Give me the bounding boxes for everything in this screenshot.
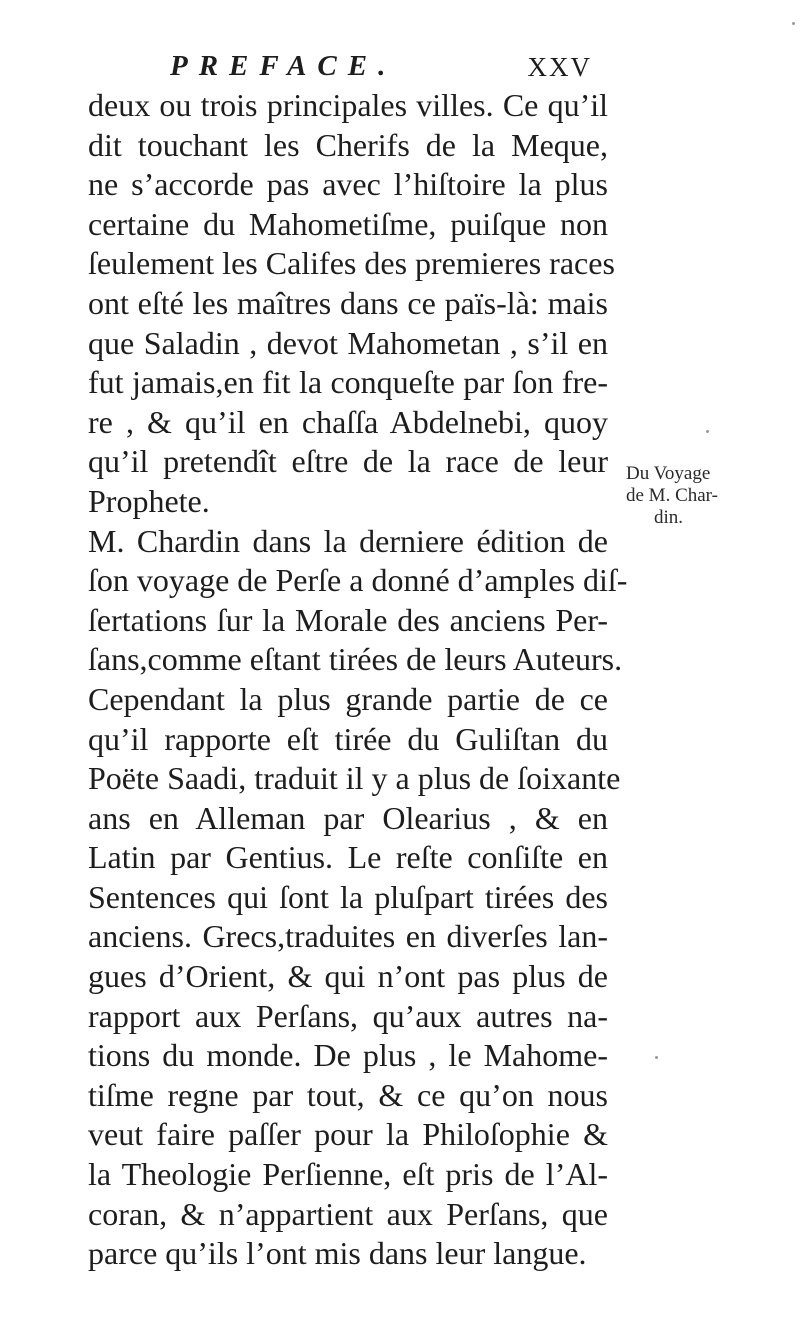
text-line: ans en Alleman par Olearius , & en — [88, 799, 608, 836]
margin-note-line: din. — [654, 507, 684, 528]
text-line: Poëte Saadi, traduit il y a plus de ſoixante — [88, 760, 621, 797]
margin-note-line: de M. Char- — [626, 485, 718, 506]
text-line: Cependant la plus grande partie de ce — [88, 680, 608, 717]
text-line: ſertations ſur la Morale des anciens Per- — [88, 601, 608, 638]
text-line: anciens. Grecs,traduites en diverſes lan- — [88, 918, 608, 955]
text-line: ſon voyage de Perſe a donné d’amples diſ- — [88, 562, 628, 599]
margin-note-line: Du Voyage — [626, 463, 711, 484]
text-line: la Theologie Perſienne, eſt pris de l’Al- — [88, 1156, 608, 1193]
text-line: qu’il rapporte eſt tirée du Guliſtan du — [88, 720, 608, 757]
text-line: re , & qu’il en chaſſa Abdelnebi, quoy — [88, 403, 608, 440]
body-text — [88, 86, 628, 1274]
text-line: qu’il pretendît eſtre de la race de leur — [88, 443, 608, 480]
text-line: tiſme regne par tout, & ce qu’on nous — [88, 1076, 608, 1113]
text-line: Prophete. — [88, 482, 210, 519]
text-line: que Saladin , devot Mahometan , s’il en — [88, 324, 608, 361]
text-line: rapport aux Perſans, qu’aux autres na- — [88, 997, 608, 1034]
margin-note — [626, 463, 796, 529]
paper-speck — [706, 430, 709, 433]
text-line: tions du monde. De plus , le Mahome- — [88, 1037, 608, 1074]
text-line: veut faire paſſer pour la Philoſophie & — [88, 1116, 608, 1153]
text-line: ont eſté les maîtres dans ce païs-là: mais — [88, 284, 608, 321]
text-line: fut jamais,en fit la conqueſte par ſon fre- — [88, 364, 608, 401]
text-line: Latin par Gentius. Le reſte conſiſte en — [88, 839, 608, 876]
text-line: certaine du Mahometiſme, puiſque non — [88, 205, 608, 242]
paper-speck — [655, 1056, 658, 1059]
text-line: ſeulement les Califes des premieres races — [88, 245, 615, 282]
page-number: XXV — [527, 52, 592, 82]
text-line: gues d’Orient, & qui n’ont pas plus de — [88, 958, 608, 995]
page-header — [150, 50, 600, 86]
text-line: parce qu’ils l’ont mis dans leur langue. — [88, 1235, 587, 1272]
text-line: deux ou trois principales villes. Ce qu’il — [88, 87, 608, 123]
text-line: dit touchant les Cherifs de la Meque, — [88, 126, 608, 163]
text-line: Sentences qui ſont la pluſpart tirées des — [88, 878, 608, 915]
text-line: ſans,comme eſtant tirées de leurs Auteurs. — [88, 641, 623, 678]
running-title: PREFACE. — [170, 50, 397, 82]
text-line: ne s’accorde pas avec l’hiſtoire la plus — [88, 166, 608, 203]
text-line: M. Chardin dans la derniere édition de — [88, 522, 608, 559]
paper-speck — [792, 22, 795, 25]
text-line: coran, & n’appartient aux Perſans, que — [88, 1195, 608, 1232]
